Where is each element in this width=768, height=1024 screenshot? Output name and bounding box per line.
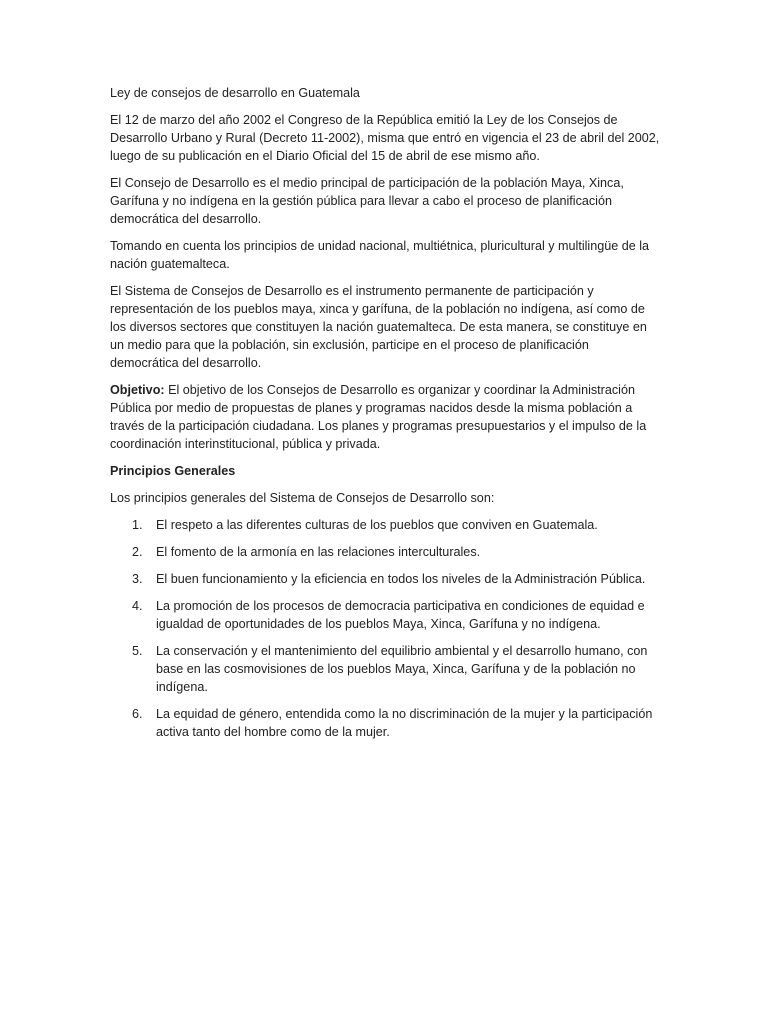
principles-heading: Principios Generales: [110, 464, 236, 478]
list-item-text: El respeto a las diferentes culturas de los pueblos que conviven en Guatemala.: [156, 518, 598, 532]
principles-intro: Los principios generales del Sistema de Consejos de Desarrollo son:: [110, 491, 495, 505]
list-item-text: El fomento de la armonía en las relaciones interculturales.: [156, 545, 481, 559]
list-item: [110, 597, 660, 633]
principles-list: [110, 516, 660, 741]
list-item: [110, 570, 660, 588]
objective-paragraph: [110, 381, 660, 453]
document-title: Ley de consejos de desarrollo en Guatemala: [110, 86, 360, 100]
list-item-number: 2.: [132, 545, 143, 559]
list-item: [110, 543, 660, 561]
paragraph-decree: El 12 de marzo del año 2002 el Congreso de la República emitió la Ley de los Consejos de Desarrollo Urbano y Rural (Decreto 11-2002), misma que entró en vigencia el 23 de abril del 2002, luego de su publicación en el Diario Oficial del 15 de abril de ese mismo año.: [110, 113, 660, 163]
list-item: [110, 705, 660, 741]
list-item: [110, 516, 660, 534]
objective-label: Objetivo:: [110, 383, 165, 397]
list-item-text: El buen funcionamiento y la eficiencia en todos los niveles de la Administración Pública.: [156, 572, 646, 586]
document-page: [110, 84, 660, 750]
list-item-text: La promoción de los procesos de democracia participativa en condiciones de equidad e igualdad de oportunidades de los pueblos Maya, Xinca, Garífuna y no indígena.: [156, 599, 645, 631]
objective-text: El objetivo de los Consejos de Desarrollo es organizar y coordinar la Administración Pública por medio de propuestas de planes y programas nacidos desde la misma población a través de la participación ciudadana. Los planes y programas presupuestarios y el impulso de la coordinación interinstitucional, pública y privada.: [110, 383, 647, 451]
list-item-number: 4.: [132, 599, 143, 613]
paragraph-principles-nation: Tomando en cuenta los principios de unidad nacional, multiétnica, pluricultural y multilingüe de la nación guatemalteca.: [110, 239, 650, 271]
list-item-number: 1.: [132, 518, 143, 532]
paragraph-system: El Sistema de Consejos de Desarrollo es el instrumento permanente de participación y representación de los pueblos maya, xinca y garífuna, de la población no indígena, así como de los diversos sectores que constituyen la nación guatemalteca. De esta manera, se constituye en un medio para que la población, sin exclusión, participe en el proceso de planificación democrática del desarrollo.: [110, 284, 647, 370]
list-item-number: 5.: [132, 644, 143, 658]
list-item-text: La equidad de género, entendida como la no discriminación de la mujer y la participación activa tanto del hombre como de la mujer.: [156, 707, 653, 739]
paragraph-council: El Consejo de Desarrollo es el medio principal de participación de la población Maya, Xinca, Garífuna y no indígena en la gestión pública para llevar a cabo el proceso de planificación democrática del desarrollo.: [110, 176, 624, 226]
list-item-number: 6.: [132, 707, 143, 721]
list-item-number: 3.: [132, 572, 143, 586]
list-item: [110, 642, 660, 696]
list-item-text: La conservación y el mantenimiento del equilibrio ambiental y el desarrollo humano, con base en las cosmovisiones de los pueblos Maya, Xinca, Garífuna y de la población no indígena.: [156, 644, 648, 694]
